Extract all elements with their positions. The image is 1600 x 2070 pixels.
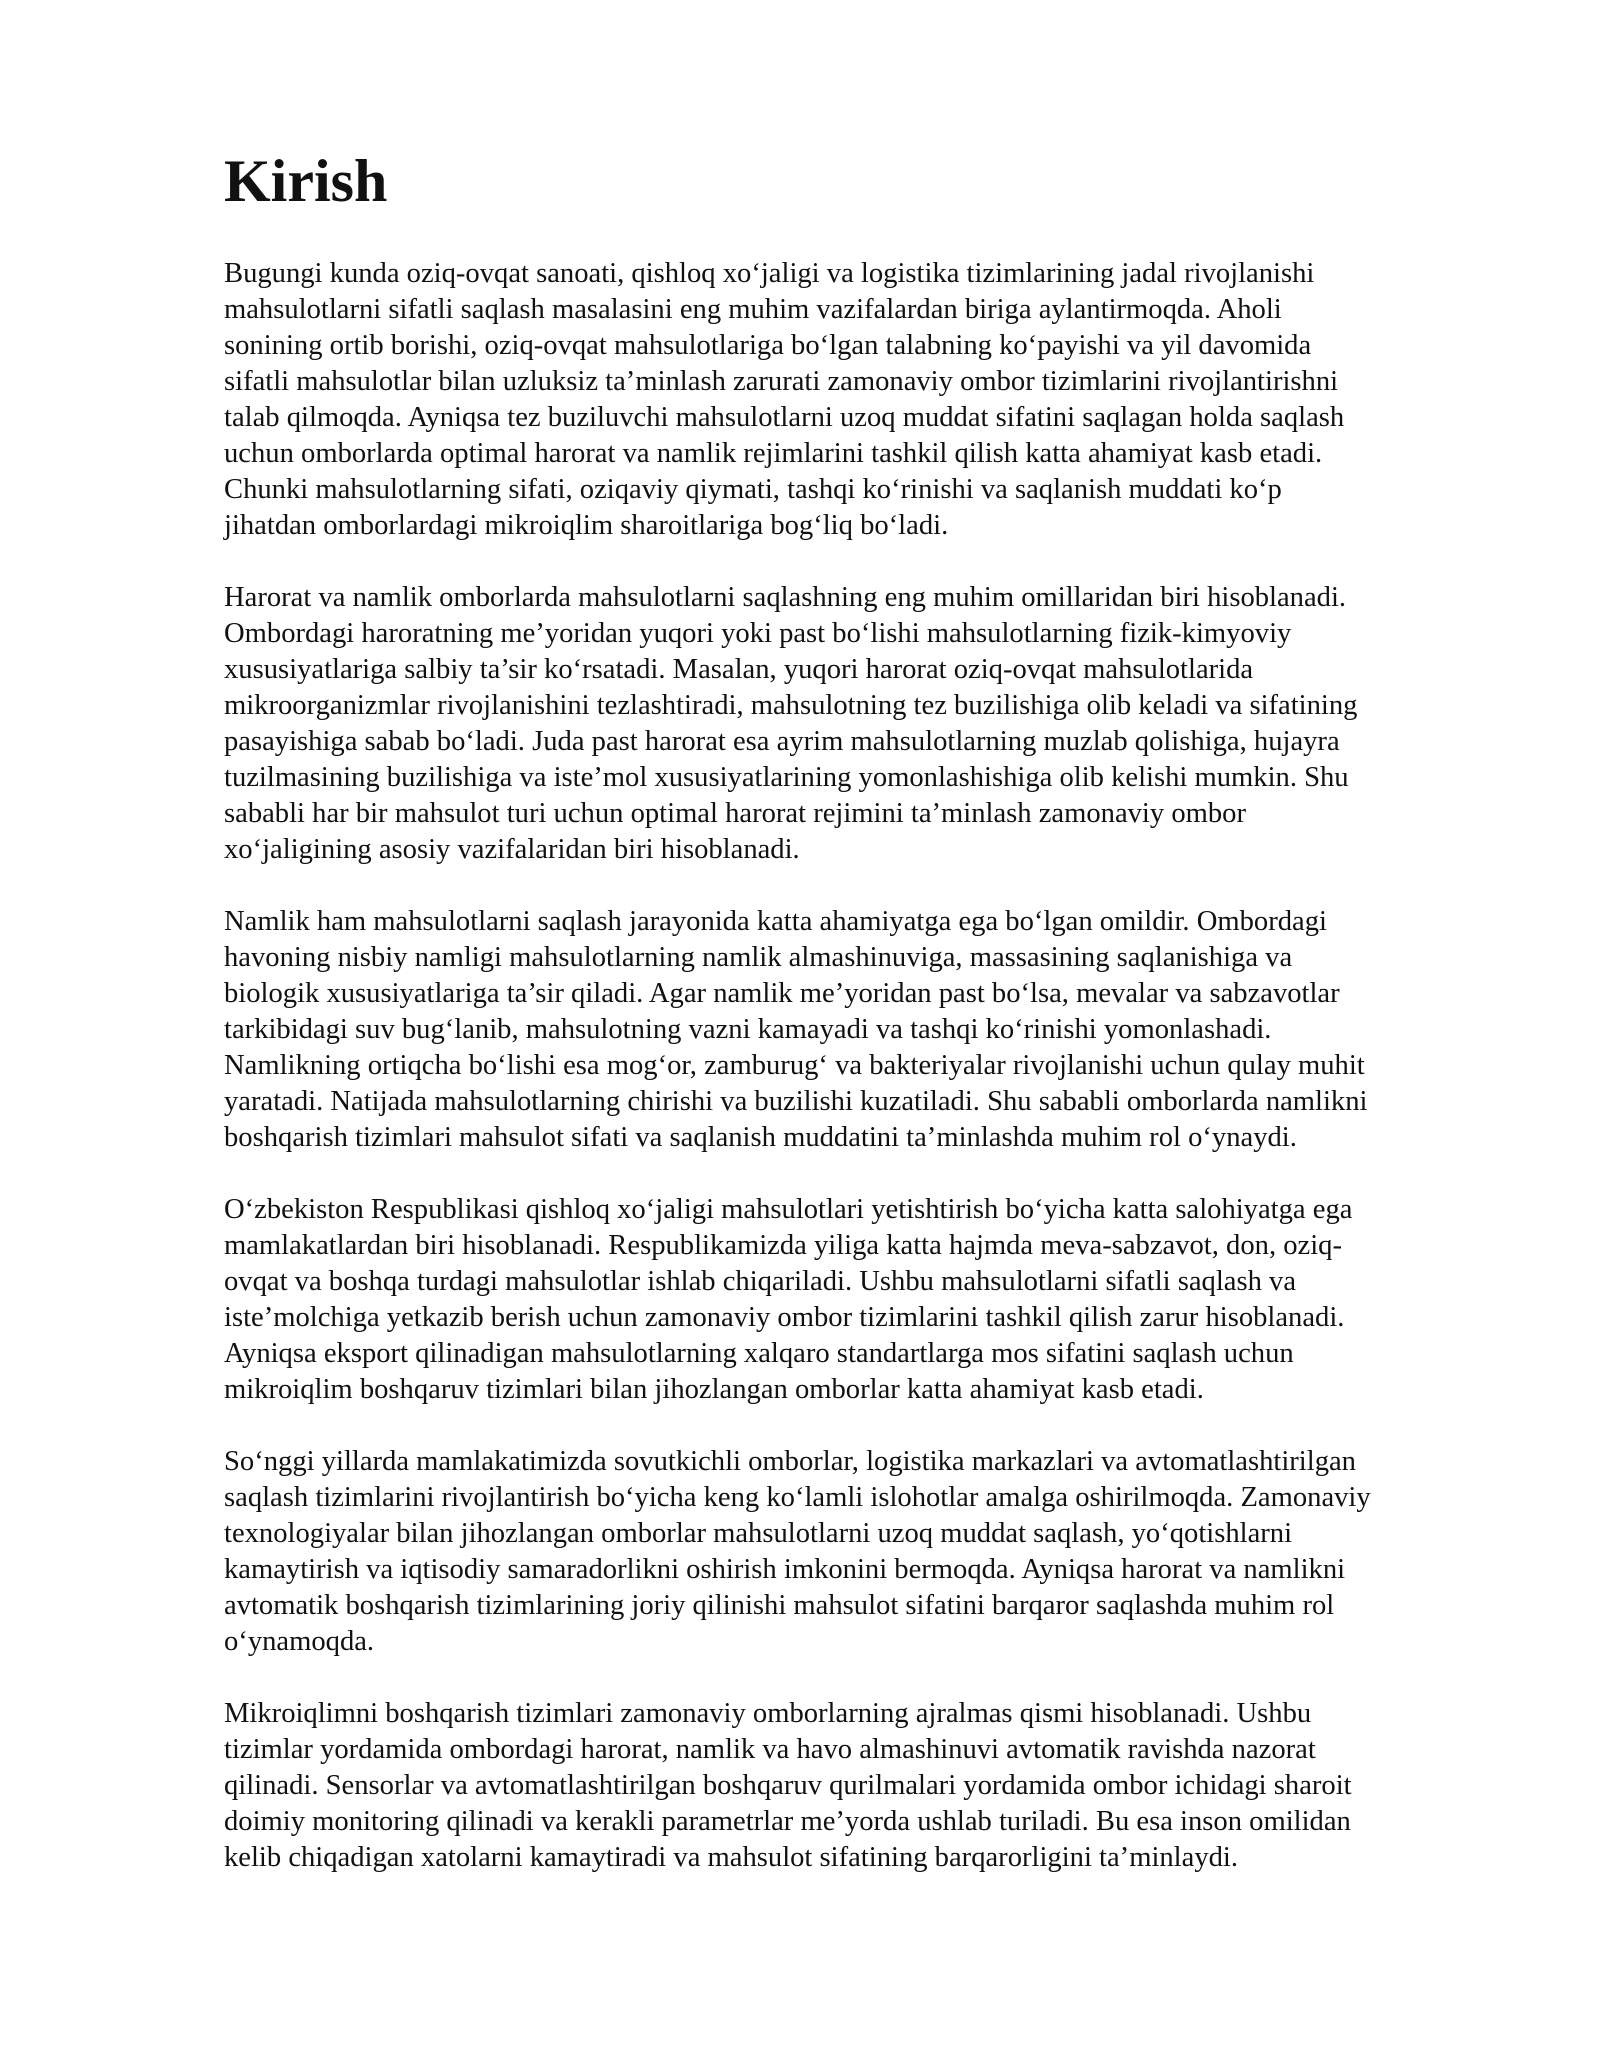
- paragraph-line: boshqarish tizimlari mahsulot sifati va saqlanish muddatini ta’minlashda muhim rol o‘ynaydi.: [224, 1122, 1297, 1153]
- paragraph-line: sonining ortib borishi, oziq-ovqat mahsulotlariga bo‘lgan talabning ko‘payishi va yil davomida: [224, 330, 1312, 361]
- paragraph-line: mahsulotlarni sifatli saqlash masalasini eng muhim vazifalardan biriga aylantirmoqda. Aholi: [224, 294, 1282, 325]
- paragraph-line: Namlik ham mahsulotlarni saqlash jarayonida katta ahamiyatga ega bo‘lgan omildir. Ombordagi: [224, 906, 1327, 937]
- paragraph-line: xo‘jaligining asosiy vazifalaridan biri hisoblanadi.: [224, 834, 800, 865]
- paragraph-line: kamaytirish va iqtisodiy samaradorlikni oshirish imkonini bermoqda. Ayniqsa harorat va namlikni: [224, 1554, 1346, 1585]
- paragraph-line: O‘zbekiston Respublikasi qishloq xo‘jaligi mahsulotlari yetishtirish bo‘yicha katta salohiyatga ega: [224, 1194, 1353, 1225]
- paragraph-line: mikroorganizmlar rivojlanishini tezlashtiradi, mahsulotning tez buzilishiga olib keladi va sifatining: [224, 690, 1358, 721]
- paragraph-line: xususiyatlariga salbiy ta’sir ko‘rsatadi. Masalan, yuqori harorat oziq-ovqat mahsulotlarida: [224, 654, 1254, 685]
- paragraph-line: texnologiyalar bilan jihozlangan omborlar mahsulotlarni uzoq muddat saqlash, yo‘qotishlarni: [224, 1518, 1293, 1549]
- paragraph-line: Namlikning ortiqcha bo‘lishi esa mog‘or, zamburug‘ va bakteriyalar rivojlanishi uchun qulay muhit: [224, 1050, 1365, 1081]
- paragraph-line: kelib chiqadigan xatolarni kamaytiradi va mahsulot sifatining barqarorligini ta’minlaydi.: [224, 1842, 1239, 1873]
- paragraph-line: tizimlar yordamida ombordagi harorat, namlik va havo almashinuvi avtomatik ravishda nazorat: [224, 1734, 1316, 1765]
- paragraph-5: [224, 1444, 1514, 1660]
- paragraph-line: saqlash tizimlarini rivojlantirish bo‘yicha keng ko‘lamli islohotlar amalga oshirilmoqda. Zamonaviy: [224, 1482, 1371, 1513]
- paragraph-line: mikroiqlim boshqaruv tizimlari bilan jihozlangan omborlar katta ahamiyat kasb etadi.: [224, 1374, 1204, 1405]
- paragraph-line: Ombordagi haroratning me’yoridan yuqori yoki past bo‘lishi mahsulotlarning fizik-kimyoviy: [224, 618, 1292, 649]
- paragraph-line: tuzilmasining buzilishiga va iste’mol xususiyatlarining yomonlashishiga olib kelishi mumkin. Shu: [224, 762, 1349, 793]
- paragraph-line: Chunki mahsulotlarning sifati, oziqaviy qiymati, tashqi ko‘rinishi va saqlanish muddati ko‘p: [224, 474, 1282, 505]
- paragraph-line: pasayishiga sabab bo‘ladi. Juda past harorat esa ayrim mahsulotlarning muzlab qolishiga, hujayra: [224, 726, 1340, 757]
- paragraph-line: biologik xususiyatlariga ta’sir qiladi. Agar namlik me’yoridan past bo‘lsa, mevalar va sabzavotlar: [224, 978, 1340, 1009]
- paragraph-2: [224, 580, 1514, 868]
- paragraph-1: [224, 256, 1514, 544]
- paragraph-line: jihatdan omborlardagi mikroiqlim sharoitlariga bog‘liq bo‘ladi.: [224, 510, 949, 541]
- paragraph-line: Mikroiqlimni boshqarish tizimlari zamonaviy omborlarning ajralmas qismi hisoblanadi. Ushbu: [224, 1698, 1312, 1729]
- paragraph-line: Harorat va namlik omborlarda mahsulotlarni saqlashning eng muhim omillaridan biri hisoblanadi.: [224, 582, 1347, 613]
- paragraph-line: uchun omborlarda optimal harorat va namlik rejimlarini tashkil qilish katta ahamiyat kasb etadi.: [224, 438, 1323, 469]
- paragraph-line: sifatli mahsulotlar bilan uzluksiz ta’minlash zarurati zamonaviy ombor tizimlarini rivojlantirishni: [224, 366, 1339, 397]
- paragraph-line: doimiy monitoring qilinadi va kerakli parametrlar me’yorda ushlab turiladi. Bu esa inson omilidan: [224, 1806, 1351, 1837]
- document-page: [224, 148, 1514, 1912]
- page-title: Kirish: [224, 148, 388, 214]
- paragraph-line: sababli har bir mahsulot turi uchun optimal harorat rejimini ta’minlash zamonaviy ombor: [224, 798, 1246, 829]
- paragraph-line: iste’molchiga yetkazib berish uchun zamonaviy ombor tizimlarini tashkil qilish zarur hisoblanadi.: [224, 1302, 1345, 1333]
- paragraph-line: So‘nggi yillarda mamlakatimizda sovutkichli omborlar, logistika markazlari va avtomatlashtirilgan: [224, 1446, 1356, 1477]
- paragraph-line: talab qilmoqda. Ayniqsa tez buziluvchi mahsulotlarni uzoq muddat sifatini saqlagan holda saqlash: [224, 402, 1345, 433]
- paragraph-line: Ayniqsa eksport qilinadigan mahsulotlarning xalqaro standartlarga mos sifatini saqlash uchun: [224, 1338, 1294, 1369]
- paragraph-line: havoning nisbiy namligi mahsulotlarning namlik almashinuviga, massasining saqlanishiga va: [224, 942, 1293, 973]
- paragraph-6: [224, 1696, 1514, 1876]
- paragraph-line: o‘ynamoqda.: [224, 1626, 375, 1657]
- paragraph-line: mamlakatlardan biri hisoblanadi. Respublikamizda yiliga katta hajmda meva-sabzavot, don, oziq-: [224, 1230, 1342, 1261]
- paragraph-line: Bugungi kunda oziq-ovqat sanoati, qishloq xo‘jaligi va logistika tizimlarining jadal rivojlanishi: [224, 258, 1315, 289]
- paragraph-line: qilinadi. Sensorlar va avtomatlashtirilgan boshqaruv qurilmalari yordamida ombor ichidagi sharoit: [224, 1770, 1352, 1801]
- paragraph-3: [224, 904, 1514, 1156]
- paragraph-4: [224, 1192, 1514, 1408]
- paragraph-line: ovqat va boshqa turdagi mahsulotlar ishlab chiqariladi. Ushbu mahsulotlarni sifatli saqlash va: [224, 1266, 1297, 1297]
- paragraph-line: yaratadi. Natijada mahsulotlarning chirishi va buzilishi kuzatiladi. Shu sababli omborlarda namlikni: [224, 1086, 1368, 1117]
- paragraph-line: tarkibidagi suv bug‘lanib, mahsulotning vazni kamayadi va tashqi ko‘rinishi yomonlashadi.: [224, 1014, 1272, 1045]
- paragraph-line: avtomatik boshqarish tizimlarining joriy qilinishi mahsulot sifatini barqaror saqlashda muhim rol: [224, 1590, 1335, 1621]
